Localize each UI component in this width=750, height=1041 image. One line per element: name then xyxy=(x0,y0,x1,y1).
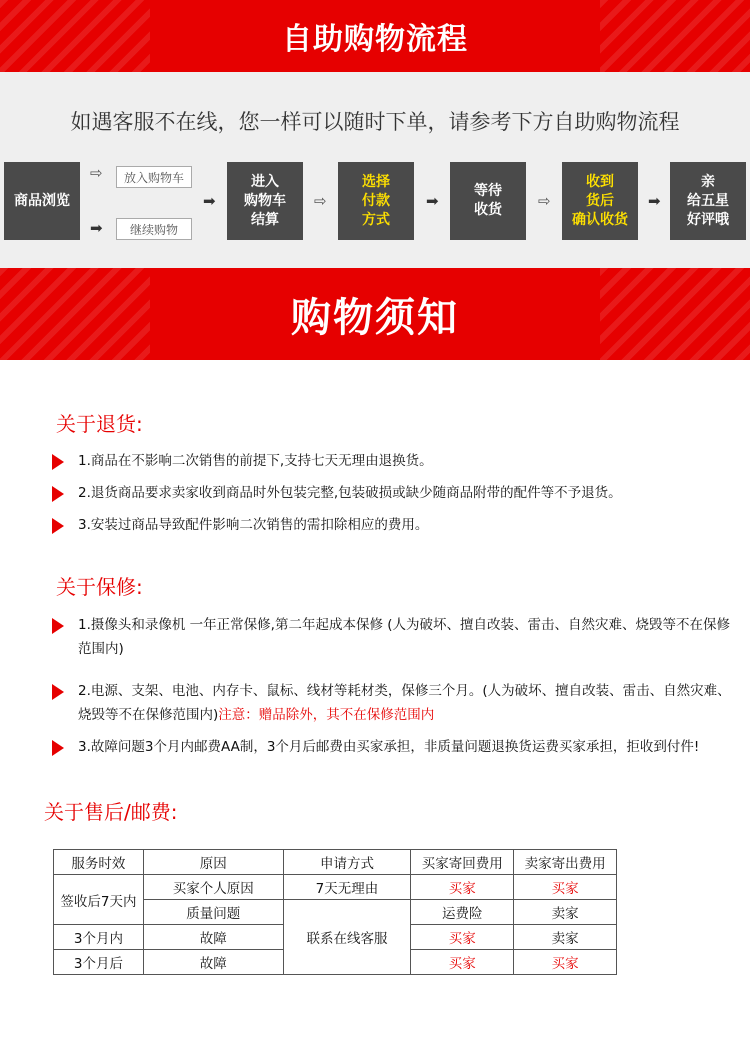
list-item xyxy=(52,481,742,505)
arrow-right-icon: ➡ xyxy=(426,192,439,210)
list-item-text: 3.故障问题3个月内邮费AA制，3个月后邮费由买家承担，非质量问题退换货运费买家承担，拒收到付件! xyxy=(78,739,700,755)
table-row xyxy=(54,875,617,900)
table-cell: 故障 xyxy=(143,950,283,975)
table-cell: 3个月内 xyxy=(54,925,144,950)
list-item xyxy=(52,513,742,537)
warranty-title: 关于保修: xyxy=(56,575,143,599)
flow-add-cart xyxy=(116,166,192,188)
column-header: 买家寄回费用 xyxy=(411,850,514,875)
flow-text-line: 结算 xyxy=(251,211,279,228)
flow-text-line: 亲 xyxy=(701,173,715,190)
flow-continue-shopping xyxy=(116,218,192,240)
flow-text-line: 进入 xyxy=(251,173,279,190)
list-item-text: 3.安装过商品导致配件影响二次销售的需扣除相应的费用。 xyxy=(78,517,429,533)
hollow-arrow-icon: ⇨ xyxy=(90,164,103,182)
bullet-arrow-icon xyxy=(52,486,64,502)
list-item xyxy=(52,735,742,759)
flow-text-line: 货后 xyxy=(586,192,614,209)
hollow-arrow-icon: ⇨ xyxy=(538,192,551,210)
flow-step-receive xyxy=(562,162,638,240)
table-cell: 买家 xyxy=(411,950,514,975)
flow-step-wait xyxy=(450,162,526,240)
flow-continue-label: 继续购物 xyxy=(129,222,178,237)
arrow-right-icon: ➡ xyxy=(203,192,216,210)
flow-step-checkout xyxy=(227,162,303,240)
bullet-arrow-icon xyxy=(52,618,64,634)
flow-text-line: 选择 xyxy=(362,173,390,190)
list-item-text: 1.商品在不影响二次销售的前提下,支持七天无理由退换货。 xyxy=(78,453,433,469)
notice-title: 购物须知 xyxy=(291,294,459,341)
flow-step-review xyxy=(670,162,746,240)
column-header: 卖家寄出费用 xyxy=(514,850,617,875)
flow-text-line: 方式 xyxy=(362,211,390,228)
list-item xyxy=(52,449,742,473)
table-cell: 买家 xyxy=(514,950,617,975)
notice-banner xyxy=(0,268,750,360)
list-item-text: 1.摄像头和录像机 一年正常保修,第二年起成本保修 (人为破坏、擅自改装、雷击、自然灾难、烧毁等不在保修范围内) xyxy=(78,617,731,657)
arrow-right-icon: ➡ xyxy=(90,219,103,237)
flow-text-line: 收到 xyxy=(586,173,614,190)
table-cell: 质量问题 xyxy=(143,900,283,925)
flow-text-line: 等待 xyxy=(474,183,502,199)
table-cell: 买家 xyxy=(514,875,617,900)
list-item xyxy=(52,679,742,727)
list-item-body: 2.电源、支架、电池、内存卡、鼠标、线材等耗材类，保修三个月。(人为破坏、擅自改装、雷击、自然灾难、烧毁等不在保修范围内) xyxy=(78,683,731,723)
bullet-arrow-icon xyxy=(52,684,64,700)
column-header: 服务时效 xyxy=(54,850,144,875)
list-item-text: 2.退货商品要求卖家收到商品时外包装完整,包装破损或缺少随商品附带的配件等不予退货。 xyxy=(78,485,622,501)
column-header: 申请方式 xyxy=(283,850,411,875)
flow-text-line: 收货 xyxy=(474,202,502,218)
table-cell: 买家 xyxy=(411,875,514,900)
aftersale-title: 关于售后/邮费: xyxy=(44,800,178,824)
page-title: 自助购物流程 xyxy=(282,22,468,57)
table-header-row xyxy=(54,850,617,875)
table-cell: 故障 xyxy=(143,925,283,950)
flow-text-line: 付款 xyxy=(362,192,390,209)
list-item-text xyxy=(78,679,742,727)
column-header: 原因 xyxy=(143,850,283,875)
flow-text-line: 确认收货 xyxy=(572,211,628,228)
flow-step-payment xyxy=(338,162,414,240)
table-cell: 卖家 xyxy=(514,925,617,950)
table-cell: 卖家 xyxy=(514,900,617,925)
table-cell: 签收后7天内 xyxy=(54,875,144,925)
table-cell: 3个月后 xyxy=(54,950,144,975)
list-item xyxy=(52,613,742,661)
table-cell: 联系在线客服 xyxy=(283,900,411,975)
flow-step-browse-label: 商品浏览 xyxy=(14,192,70,209)
hollow-arrow-icon: ⇨ xyxy=(314,192,327,210)
bullet-arrow-icon xyxy=(52,518,64,534)
table-cell: 买家 xyxy=(411,925,514,950)
gift-note: 注意：赠品除外，其不在保修范围内 xyxy=(218,707,435,723)
aftersale-table xyxy=(53,849,617,975)
bullet-arrow-icon xyxy=(52,740,64,756)
returns-title: 关于退货: xyxy=(56,412,143,436)
table-cell: 运费险 xyxy=(411,900,514,925)
table-cell: 7天无理由 xyxy=(283,875,411,900)
flow-text-line: 购物车 xyxy=(244,192,286,209)
flow-step-browse xyxy=(4,162,80,240)
arrow-right-icon: ➡ xyxy=(648,192,661,210)
table-cell: 买家个人原因 xyxy=(143,875,283,900)
header-banner xyxy=(0,0,750,72)
flow-text-line: 给五星 xyxy=(687,192,729,209)
bullet-arrow-icon xyxy=(52,454,64,470)
flow-intro: 如遇客服不在线，您一样可以随时下单，请参考下方自助购物流程 xyxy=(70,110,680,134)
flow-text-line: 好评哦 xyxy=(687,211,729,228)
flow-add-cart-label: 放入购物车 xyxy=(123,170,184,185)
